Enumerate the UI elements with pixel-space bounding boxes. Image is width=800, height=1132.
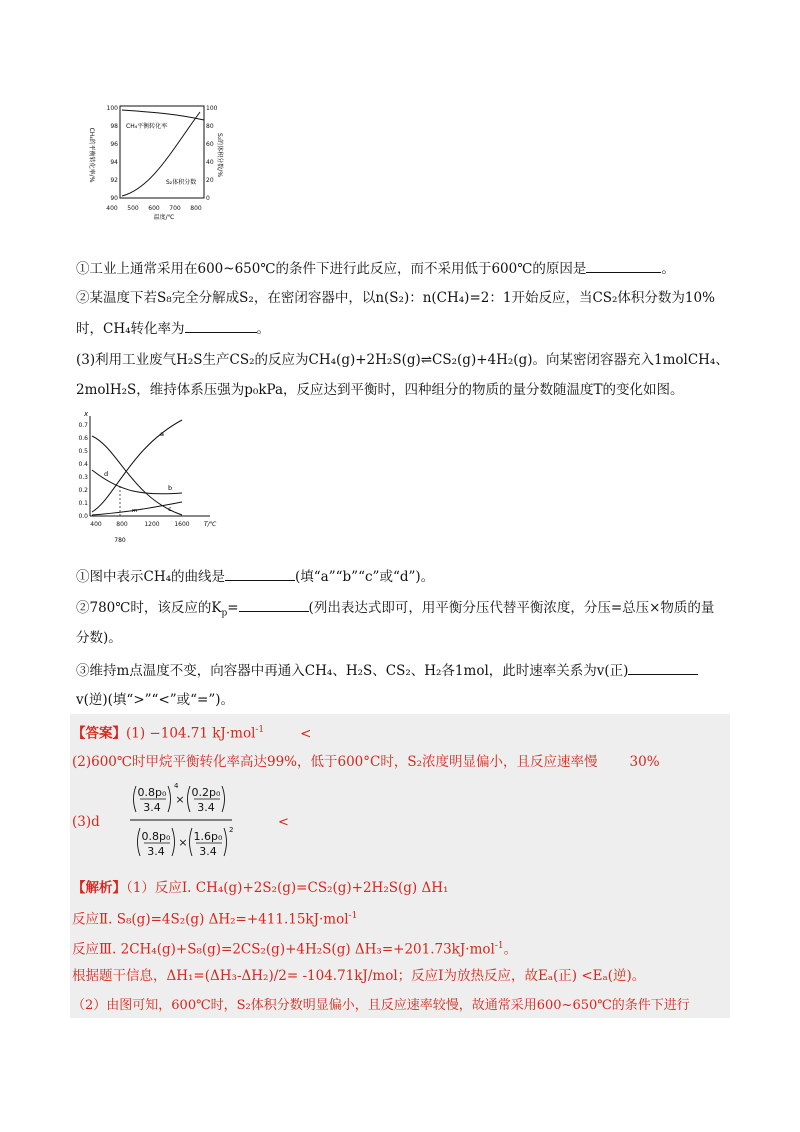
svg-text:0.8p₀: 0.8p₀ xyxy=(141,830,171,843)
left-tick: 100 xyxy=(106,105,118,112)
answer-header: 【答案】 xyxy=(72,725,126,742)
curve-label: a xyxy=(160,430,164,438)
left-ticks xyxy=(107,105,119,202)
curve-a xyxy=(92,420,182,512)
svg-text:4: 4 xyxy=(174,782,179,790)
question-2-1: ①工业上通常采用在600~650℃的条件下进行此反应，而不采用低于600℃的原因是 。 xyxy=(76,258,675,279)
analysis-line-4: 根据题干信息，ΔH₁=(ΔH₃-ΔH₂)/2= -104.71kJ/mol；反应Ⅰ为放热反应，故Eₐ(正) <Eₐ(逆)。 xyxy=(72,968,646,984)
x-axis-label: T/℃ xyxy=(204,521,217,528)
svg-text:0.2p₀: 0.2p₀ xyxy=(191,786,221,799)
x-tick: 1600 xyxy=(174,521,190,528)
question-3-1: ①图中表示CH₄的曲线是 (填“a”“b”“c”或“d”)。 xyxy=(76,566,434,587)
left-tick: 94 xyxy=(110,159,118,166)
svg-text:3.4: 3.4 xyxy=(143,801,161,814)
x-tick: 800 xyxy=(116,521,128,528)
question-3-line2: 2molH₂S，维持体系压强为p₀kPa，反应达到平衡时，四种组分的物质的量分数随温度T的变化如图。 xyxy=(76,382,684,398)
question-3-3-line2: v(逆)(填“>”“<”或“=”)。 xyxy=(76,692,235,708)
figure-mole-fraction xyxy=(70,408,220,550)
question-3-2: ②780℃时，该反应的$K_p=$ (列出表达式即可，用平衡分压代替平衡浓度，分压=总压×物质的量 xyxy=(76,597,714,624)
svg-text:0.8p₀: 0.8p₀ xyxy=(137,786,167,799)
x-tick: 400 xyxy=(106,205,118,212)
question-3-line1: (3)利用工业废气H₂S生产CS₂的反应为CH₄(g)+2H₂S(g)⇌CS₂(g)+4H₂(g)。向某密闭容器充入1molCH₄、 xyxy=(76,352,729,368)
right-tick: 0 xyxy=(206,195,210,202)
analysis-line-1: 【解析】（1）反应Ⅰ. CH₄(g)+2S₂(g)=CS₂(g)+2H₂S(g) ΔH₁ xyxy=(72,880,449,896)
svg-text:×: × xyxy=(178,836,188,849)
analysis-header: 【解析】 xyxy=(72,880,126,896)
question-3-3-line1: ③维持m点温度不变，向容器中再通入CH₄、H₂S、CS₂、H₂各1mol，此时速率关系为v(正) xyxy=(76,660,698,681)
answer-blank[interactable] xyxy=(586,258,661,273)
y-tick: 0.0 xyxy=(78,513,88,520)
right-tick: 60 xyxy=(206,141,214,148)
left-tick: 96 xyxy=(110,141,118,148)
answer-blank[interactable] xyxy=(185,318,257,333)
svg-text:1.6p₀: 1.6p₀ xyxy=(193,830,223,843)
right-tick: 40 xyxy=(206,159,214,166)
answer-line-2: (2)600℃时甲烷平衡转化率高达99%，低于600°C时，S₂浓度明显偏小，且反应速率慢 30% xyxy=(72,754,660,770)
y-tick: 0.3 xyxy=(78,474,88,481)
left-tick: 90 xyxy=(110,195,118,202)
curve-label: b xyxy=(168,484,173,492)
kp-expression xyxy=(128,780,288,866)
y-tick: 0.2 xyxy=(78,487,88,494)
x-mark-label: 780 xyxy=(114,537,126,544)
curve-label: d xyxy=(104,470,109,478)
figure-ch4-conversion xyxy=(82,100,222,225)
answer-blank[interactable] xyxy=(239,597,309,612)
x-tick: 600 xyxy=(148,205,160,212)
answer-blank[interactable] xyxy=(225,566,295,581)
svg-text:2: 2 xyxy=(229,826,234,834)
svg-text:×: × xyxy=(175,793,185,806)
point-label: m xyxy=(132,508,138,514)
left-tick: 98 xyxy=(110,123,118,130)
svg-text:3.4: 3.4 xyxy=(197,801,215,814)
y-axis-label: x xyxy=(84,410,89,418)
x-tick: 400 xyxy=(90,521,102,528)
answer-blank[interactable] xyxy=(628,660,698,675)
right-tick: 100 xyxy=(206,105,218,112)
curve-label: CH₄平衡转化率 xyxy=(126,123,168,130)
question-2-2-line1: ②某温度下若S₈完全分解成S₂，在密闭容器中，以n(S₂)：n(CH₄)=2：1开始反应，当CS₂体积分数为10% xyxy=(76,290,715,306)
x-tick: 500 xyxy=(127,205,139,212)
answer-line-1: 【答案】(1) −104.71 kJ·mol$^{-1}$ < xyxy=(72,725,312,742)
question-2-2-line2: 时，CH₄转化率为 。 xyxy=(76,318,270,339)
analysis-line-5: （2）由图可知，600℃时，S₂体积分数明显偏小，且反应速率较慢，故通常采用600~650℃的条件下进行 xyxy=(72,998,690,1013)
left-tick: 92 xyxy=(110,177,118,184)
y-tick: 0.1 xyxy=(78,500,88,507)
question-3-2-line2: 分数)。 xyxy=(76,630,122,646)
curve-label: S₂体积分数 xyxy=(166,179,197,186)
x-tick: 700 xyxy=(169,205,181,212)
left-axis-label: CH₄的平衡转化率/% xyxy=(88,127,95,183)
x-tick: 800 xyxy=(190,205,202,212)
y-tick: 0.6 xyxy=(78,435,88,442)
x-axis-label: 温度/℃ xyxy=(153,214,175,221)
svg-text:<: < xyxy=(278,815,289,830)
svg-text:3.4: 3.4 xyxy=(147,845,165,858)
y-tick: 0.7 xyxy=(78,422,88,429)
answer-line-3-label: (3)d xyxy=(72,814,100,830)
right-tick: 80 xyxy=(206,123,214,130)
x-tick: 1200 xyxy=(144,521,160,528)
right-axis-label: S₂的体积分数/% xyxy=(216,133,223,177)
analysis-line-2: 反应Ⅱ. S₈(g)=4S₂(g) ΔH₂=+411.15kJ·mol$^{-1}$ xyxy=(72,911,358,928)
right-tick: 20 xyxy=(206,177,214,184)
analysis-line-3: 反应Ⅲ. 2CH₄(g)+S₈(g)=2CS₂(g)+4H₂S(g) ΔH₃=+201.73kJ·mol$^{-1}$。 xyxy=(72,941,518,958)
y-tick: 0.5 xyxy=(78,448,88,455)
ch4-conversion-curve xyxy=(122,110,204,120)
y-tick: 0.4 xyxy=(78,461,88,468)
svg-text:3.4: 3.4 xyxy=(199,845,217,858)
curve-label: c xyxy=(168,505,172,513)
